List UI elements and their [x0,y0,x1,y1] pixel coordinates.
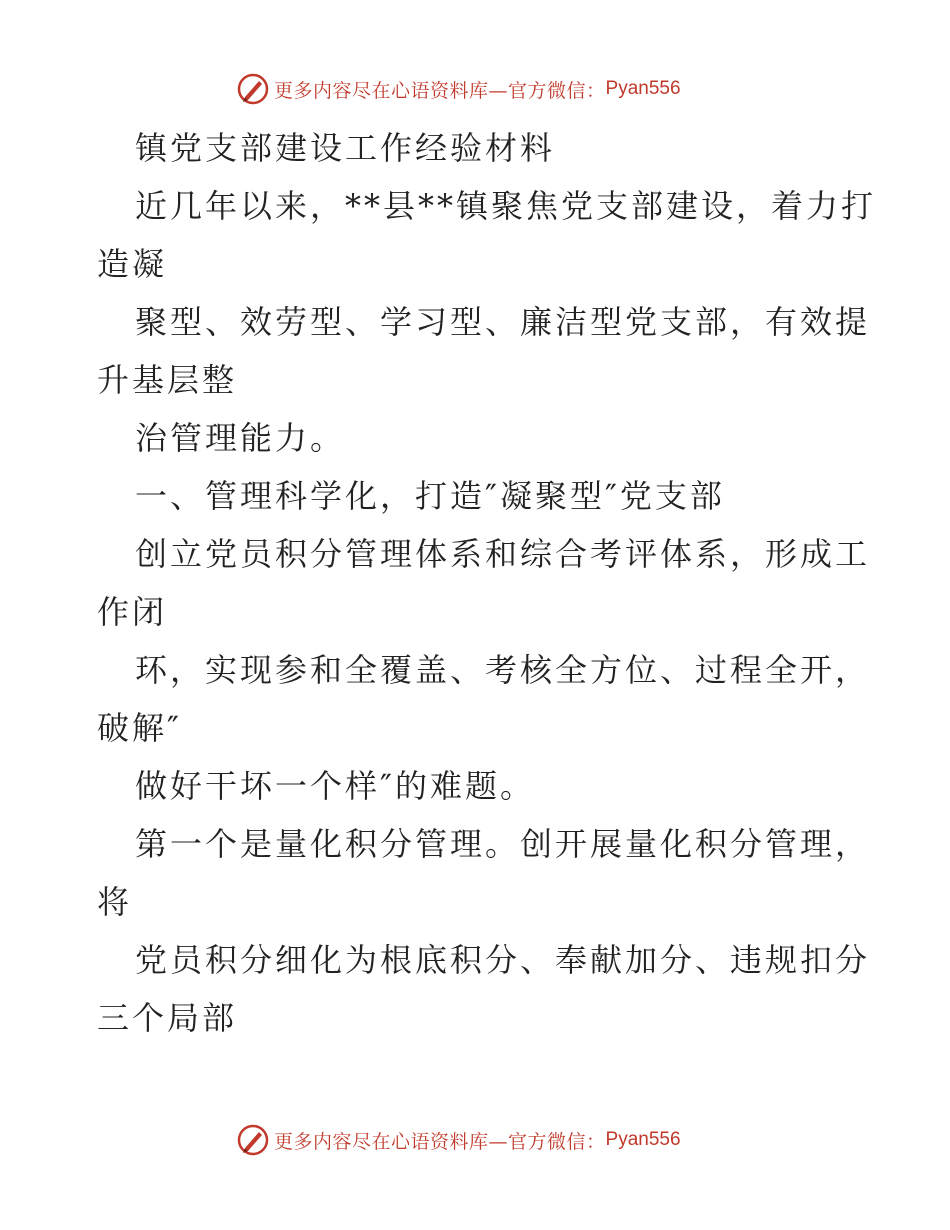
watermark-text: 更多内容尽在心语资料库—官方微信： [274,1130,606,1153]
pen-logo-icon [236,1123,270,1157]
watermark-wechat-id: Pyan556 [605,78,681,99]
watermark-header [236,71,681,107]
document-title: 镇党支部建设工作经验材料 [135,129,556,167]
section-heading: 一、管理科学化，打造″凝聚型″党支部 [135,477,725,515]
text-line: 治管理能力。 [135,419,346,457]
text-line: 作闭 [97,593,168,631]
text-line: 将 [97,883,133,921]
watermark-wechat-id: Pyan556 [605,1129,681,1150]
watermark-text: 更多内容尽在心语资料库—官方微信： [274,79,606,102]
watermark-footer [236,1122,681,1158]
text-line: 环，实现参和全覆盖、考核全方位、过程全开， [135,651,871,689]
text-line: 破解″ [97,709,182,747]
text-line: 党员积分细化为根底积分、奉献加分、违规扣分 [135,941,871,979]
text-line: 造凝 [97,245,168,283]
text-line: 近几年以来，**县**镇聚焦党支部建设，着力打 [135,187,877,225]
text-line: 升基层整 [97,361,238,399]
pen-logo-icon [236,72,270,106]
text-line: 聚型、效劳型、学习型、廉洁型党支部，有效提 [135,303,871,341]
text-line: 做好干坏一个样″的难题。 [135,767,535,805]
text-line: 三个局部 [97,999,238,1037]
text-line: 第一个是量化积分管理。创开展量化积分管理， [135,825,871,863]
text-line: 创立党员积分管理体系和综合考评体系，形成工 [135,535,871,573]
